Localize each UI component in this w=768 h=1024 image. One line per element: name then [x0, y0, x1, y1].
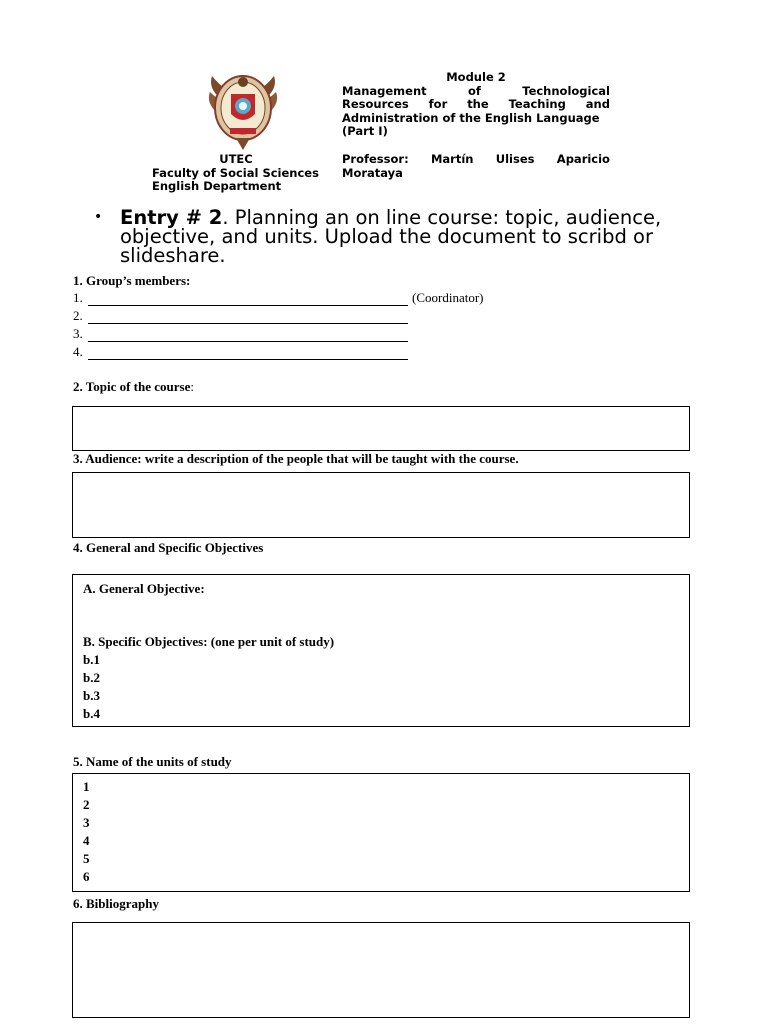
module-word: for [428, 97, 448, 112]
professor-word: Professor: [342, 152, 409, 166]
member-name-line[interactable] [88, 329, 408, 342]
topic-label-row [73, 379, 194, 395]
member-row [73, 308, 408, 324]
units-list [83, 778, 90, 886]
entry-number: Entry # 2 [120, 206, 223, 229]
member-row [73, 326, 408, 342]
entry-description: . Planning an on line course: topic, audience, objective, and units. Upload the document to scribd or slideshare. [120, 206, 662, 267]
module-word: Resources [342, 97, 409, 112]
specific-objectives-label: B. Specific Objectives: (one per unit of study) [83, 634, 335, 649]
professor-word: Aparicio [556, 152, 610, 166]
module-line-3: Administration of the English Language [342, 110, 600, 125]
specific-objective-item: b.1 [83, 652, 100, 667]
member-name-line[interactable] [88, 347, 408, 360]
member-row [73, 344, 408, 360]
topic-label: 2. Topic of the course [73, 379, 191, 394]
bibliography-field[interactable] [72, 922, 690, 1018]
general-objective-label: A. General Objective: [83, 581, 205, 596]
department-name: English Department [152, 179, 282, 194]
module-line-1 [342, 85, 610, 99]
professor-surname: Morataya [342, 165, 403, 180]
member-number: 4. [73, 344, 83, 359]
module-title: Module 2 [446, 70, 506, 84]
module-word: Teaching [508, 97, 566, 112]
bullet-icon: • [94, 209, 103, 225]
member-number: 3. [73, 326, 83, 341]
member-name-line[interactable] [88, 293, 408, 306]
module-description [342, 71, 610, 139]
member-number: 2. [73, 308, 83, 323]
module-line-2 [342, 98, 610, 112]
members-label: 1. Group’s members: [73, 273, 191, 288]
module-word: of [468, 83, 481, 98]
units-label: 5. Name of the units of study [73, 754, 232, 769]
audience-field[interactable] [72, 472, 690, 538]
member-number: 1. [73, 290, 83, 305]
entry-heading [94, 208, 694, 265]
professor-word: Martín [430, 152, 474, 166]
module-word: Technological [522, 83, 610, 98]
bibliography-label: 6. Bibliography [73, 896, 159, 911]
unit-item: 4 [83, 833, 90, 848]
module-word: Management [342, 83, 427, 98]
institution-name: UTEC [219, 152, 253, 166]
university-seal-logo [206, 68, 280, 152]
professor-word: Ulises [495, 152, 535, 166]
module-word: and [585, 97, 610, 112]
professor-line [342, 153, 610, 167]
units-field[interactable] [72, 773, 690, 892]
institution-block [152, 153, 320, 194]
member-row [73, 290, 483, 306]
specific-objective-item: b.2 [83, 670, 100, 685]
faculty-name: Faculty of Social Sciences [152, 165, 319, 180]
unit-item: 3 [83, 815, 90, 830]
audience-label: 3. Audience: write a description of the people that will be taught with the course. [73, 451, 519, 466]
unit-item: 5 [83, 851, 90, 866]
unit-item: 6 [83, 869, 90, 884]
topic-field[interactable] [72, 406, 690, 451]
module-line-4: (Part I) [342, 124, 388, 139]
member-name-line[interactable] [88, 311, 408, 324]
specific-objectives-list [83, 651, 100, 723]
topic-colon: : [190, 379, 194, 394]
objectives-label: 4. General and Specific Objectives [73, 540, 264, 555]
professor-block [342, 153, 610, 180]
module-word: the [467, 97, 489, 112]
specific-objective-item: b.4 [83, 706, 100, 721]
unit-item: 1 [83, 779, 90, 794]
specific-objective-item: b.3 [83, 688, 100, 703]
coordinator-label: (Coordinator) [412, 290, 484, 305]
unit-item: 2 [83, 797, 90, 812]
